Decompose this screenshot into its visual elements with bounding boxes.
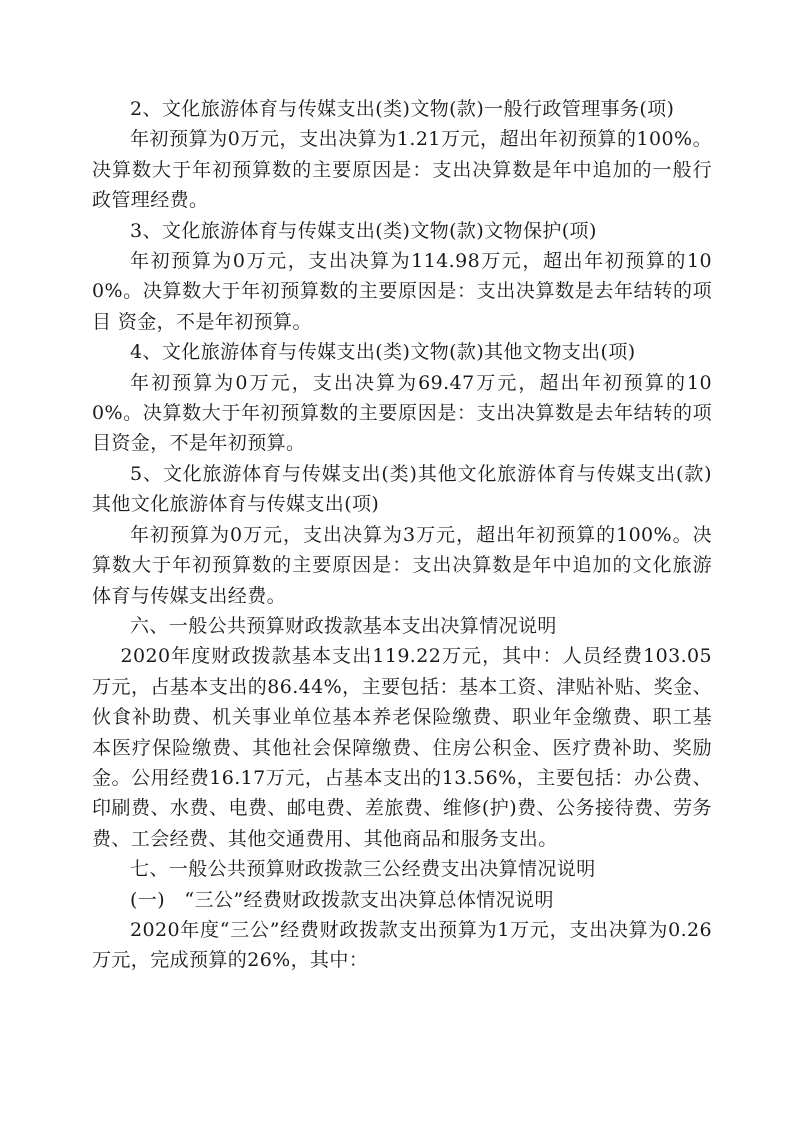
subsection-heading-1: (一) “三公”经费财政拨款支出决算总体情况说明 [130,888,554,911]
heading-item-4: 4、文化旅游体育与传媒支出(类)文物(款)其他文物支出(项) [130,341,636,364]
section-heading-6: 六、一般公共预算财政拨款基本支出决算情况说明 [130,614,557,637]
heading-item-2: 2、文化旅游体育与传媒支出(类)文物(款)一般行政管理事务(项) [130,98,675,120]
heading-item-5: 5、文化旅游体育与传媒支出(类)其他文化旅游体育与传媒支出(款)其他文化旅游体育与传媒支出(项) [92,462,712,516]
paragraph-item-2: 年初预算为0万元，支出决算为1.21万元，超出年初预算的100%。决算数大于年初预算数的主要原因是：支出决算数是年中追加的一般行政管理经费。 [92,128,712,212]
paragraph-basic-expenditure: 2020年度财政拨款基本支出119.22万元，其中：人员经费103.05万元，占基本支出的86.44%，主要包括：基本工资、津贴补贴、奖金、伙食补助费、机关事业单位基本养老保险缴费、职业年金缴费、职工基本医疗保险缴费、其他社会保障缴费、住房公积金、医疗费补助、奖励金。公用经费16.17万元，占基本支出的13.56%，主要包括：办公费、印刷费、水费、电费、邮电费、差旅费、维修(护)费、公务接待费、劳务费、工会经费、其他交通费用、其他商品和服务支出。 [92,645,712,850]
paragraph-item-4: 年初预算为0万元，支出决算为69.47万元，超出年初预算的100%。决算数大于年初预算数的主要原因是：支出决算数是去年结转的项目资金，不是年初预算。 [92,371,712,455]
paragraph-item-3: 年初预算为0万元，支出决算为114.98万元，超出年初预算的100%。决算数大于年初预算数的主要原因是：支出决算数是去年结转的项目 资金，不是年初预算。 [92,250,712,333]
document-body [92,94,712,976]
section-heading-7: 七、一般公共预算财政拨款三公经费支出决算情况说明 [130,858,596,881]
paragraph-item-5: 年初预算为0万元，支出决算为3万元，超出年初预算的100%。决算数大于年初预算数的主要原因是：支出决算数是年中追加的文化旅游体育与传媒支出经费。 [92,523,712,607]
heading-item-3: 3、文化旅游体育与传媒支出(类)文物(款)文物保护(项) [130,219,597,242]
paragraph-three-public-summary: 2020年度“三公”经费财政拨款支出预算为1万元，支出决算为0.26万元，完成预算的26%，其中： [92,918,712,972]
